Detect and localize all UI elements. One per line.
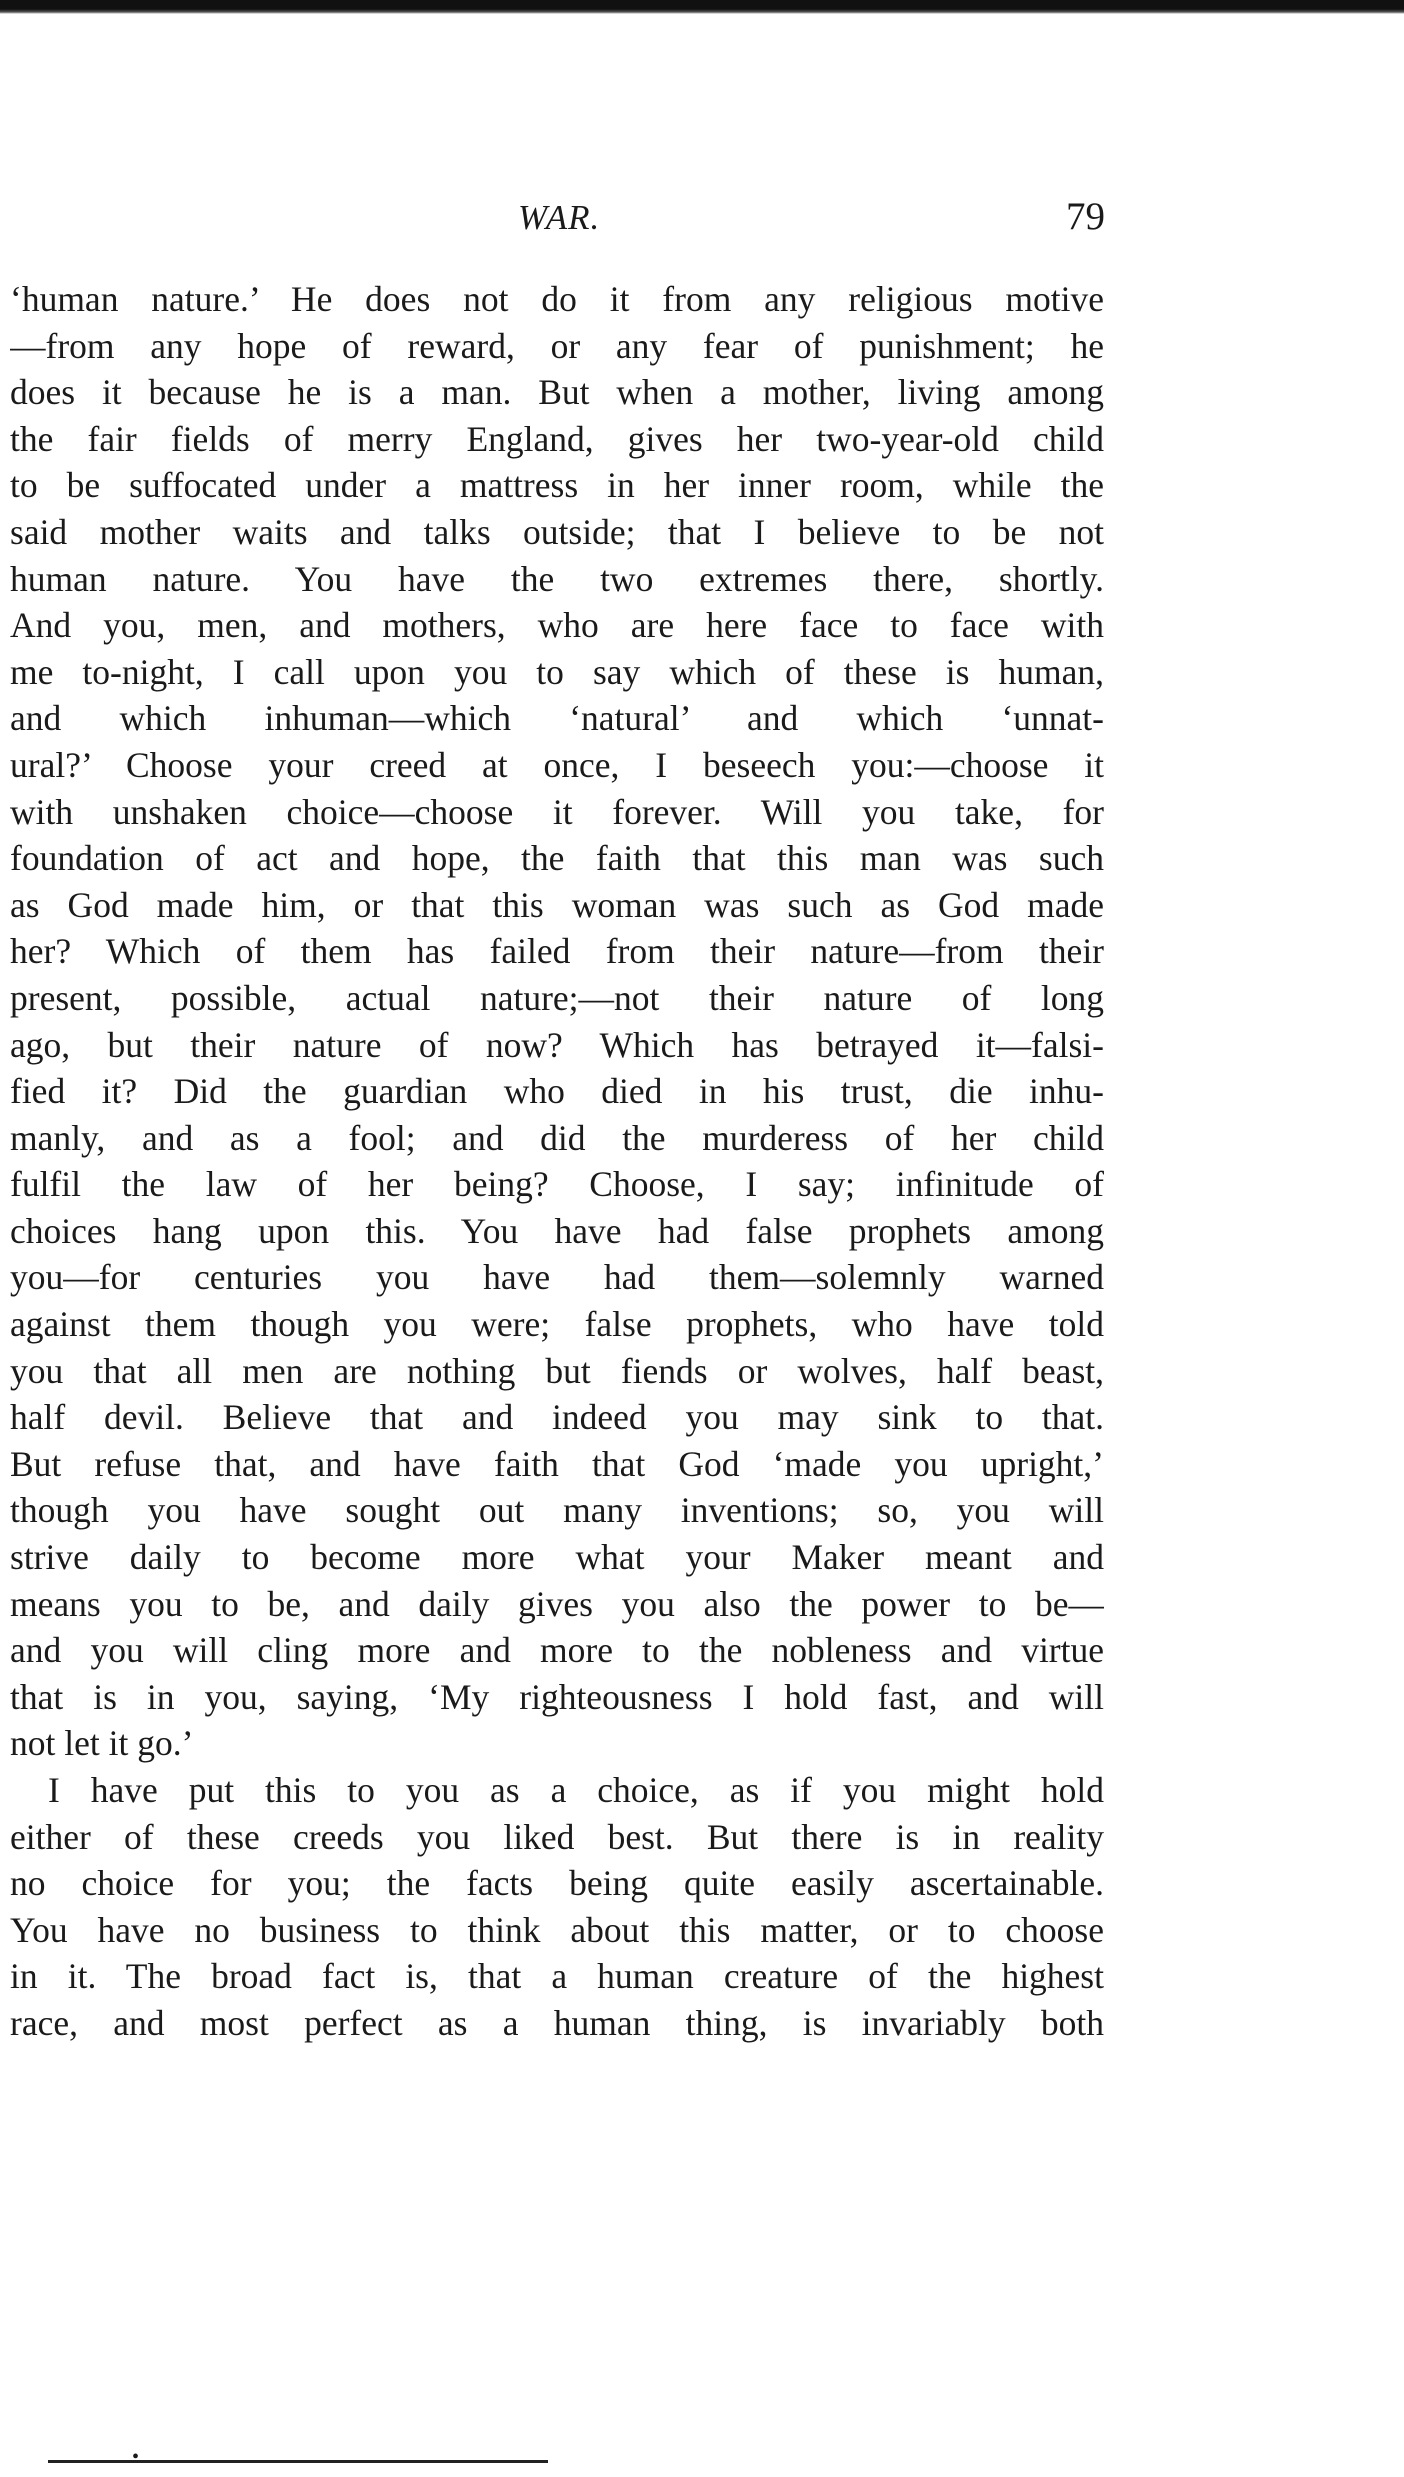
text-line: —from any hope of reward, or any fear of punishment; he	[10, 325, 1104, 366]
text-line: choices hang upon this. You have had false prophets among	[10, 1210, 1104, 1251]
text-line: and you will cling more and more to the nobleness and virtue	[10, 1630, 1104, 1671]
text-line: half devil. Believe that and indeed you may sink to that.	[10, 1397, 1104, 1438]
text-line: you that all men are nothing but fiends or wolves, half beast,	[10, 1350, 1104, 1391]
text-line: no choice for you; the facts being quite easily ascertainable.	[10, 1863, 1104, 1904]
text-line: You have no business to think about this matter, or to choose	[10, 1909, 1104, 1950]
text-line: fied it? Did the guardian who died in his trust, die inhu-	[10, 1071, 1104, 1112]
text-line: to be suffocated under a mattress in her inner room, while the	[10, 465, 1104, 506]
paragraph-1	[10, 276, 1104, 1767]
text-line: present, possible, actual nature;—not their nature of long	[10, 977, 1104, 1018]
text-line: ural?’ Choose your creed at once, I beseech you:—choose it	[10, 744, 1104, 785]
top-page-edge-rule	[0, 0, 1404, 14]
running-title: WAR.	[518, 198, 601, 237]
text-line: I have put this to you as a choice, as if you might hold	[48, 1770, 1104, 1810]
text-line: said mother waits and talks outside; that I believe to be not	[10, 511, 1104, 552]
text-line: strive daily to become more what your Maker meant and	[10, 1537, 1104, 1578]
text-line: either of these creeds you liked best. But there is in reality	[10, 1816, 1104, 1857]
page-number: 79	[1066, 195, 1105, 238]
text-line: in it. The broad fact is, that a human creature of the highest	[10, 1956, 1104, 1997]
text-line: me to-night, I call upon you to say which of these is human,	[10, 651, 1104, 692]
text-line: the fair fields of merry England, gives her two-year-old child	[10, 418, 1104, 459]
text-line: means you to be, and daily gives you also the power to be—	[10, 1583, 1104, 1624]
text-line: does it because he is a man. But when a mother, living among	[10, 372, 1104, 413]
text-line: fulfil the law of her being? Choose, I say; infinitude of	[10, 1164, 1104, 1205]
text-line: with unshaken choice—choose it forever. Will you take, for	[10, 791, 1104, 832]
paragraph-2	[10, 1767, 1104, 2047]
body-text	[10, 276, 1104, 2047]
text-line: human nature. You have the two extremes there, shortly.	[10, 558, 1104, 599]
text-line: manly, and as a fool; and did the murderess of her child	[10, 1117, 1104, 1158]
text-line: as God made him, or that this woman was such as God made	[10, 884, 1104, 925]
text-line: her? Which of them has failed from their nature—from their	[10, 931, 1104, 972]
running-head	[0, 195, 1404, 246]
text-line: ‘human nature.’ He does not do it from any religious motive	[10, 279, 1104, 319]
text-line: not let it go.’	[10, 1723, 194, 1764]
text-line: against them though you were; false prophets, who have told	[10, 1304, 1104, 1345]
text-line: though you have sought out many inventions; so, you will	[10, 1490, 1104, 1531]
bottom-signature-rule	[48, 2460, 548, 2463]
text-line: ago, but their nature of now? Which has betrayed it—falsi-	[10, 1024, 1104, 1065]
text-line: and which inhuman—which ‘natural’ and which ‘unnat-	[10, 698, 1104, 739]
text-line: that is in you, saying, ‘My righteousness I hold fast, and will	[10, 1676, 1104, 1717]
bottom-print-mark: •	[132, 2446, 140, 2468]
text-line: But refuse that, and have faith that God ‘made you upright,’	[10, 1443, 1104, 1484]
text-line: race, and most perfect as a human thing, is invariably both	[10, 2002, 1104, 2043]
text-line: And you, men, and mothers, who are here face to face with	[10, 605, 1104, 646]
text-line: you—for centuries you have had them—solemnly warned	[10, 1257, 1104, 1298]
text-line: foundation of act and hope, the faith that this man was such	[10, 838, 1104, 879]
